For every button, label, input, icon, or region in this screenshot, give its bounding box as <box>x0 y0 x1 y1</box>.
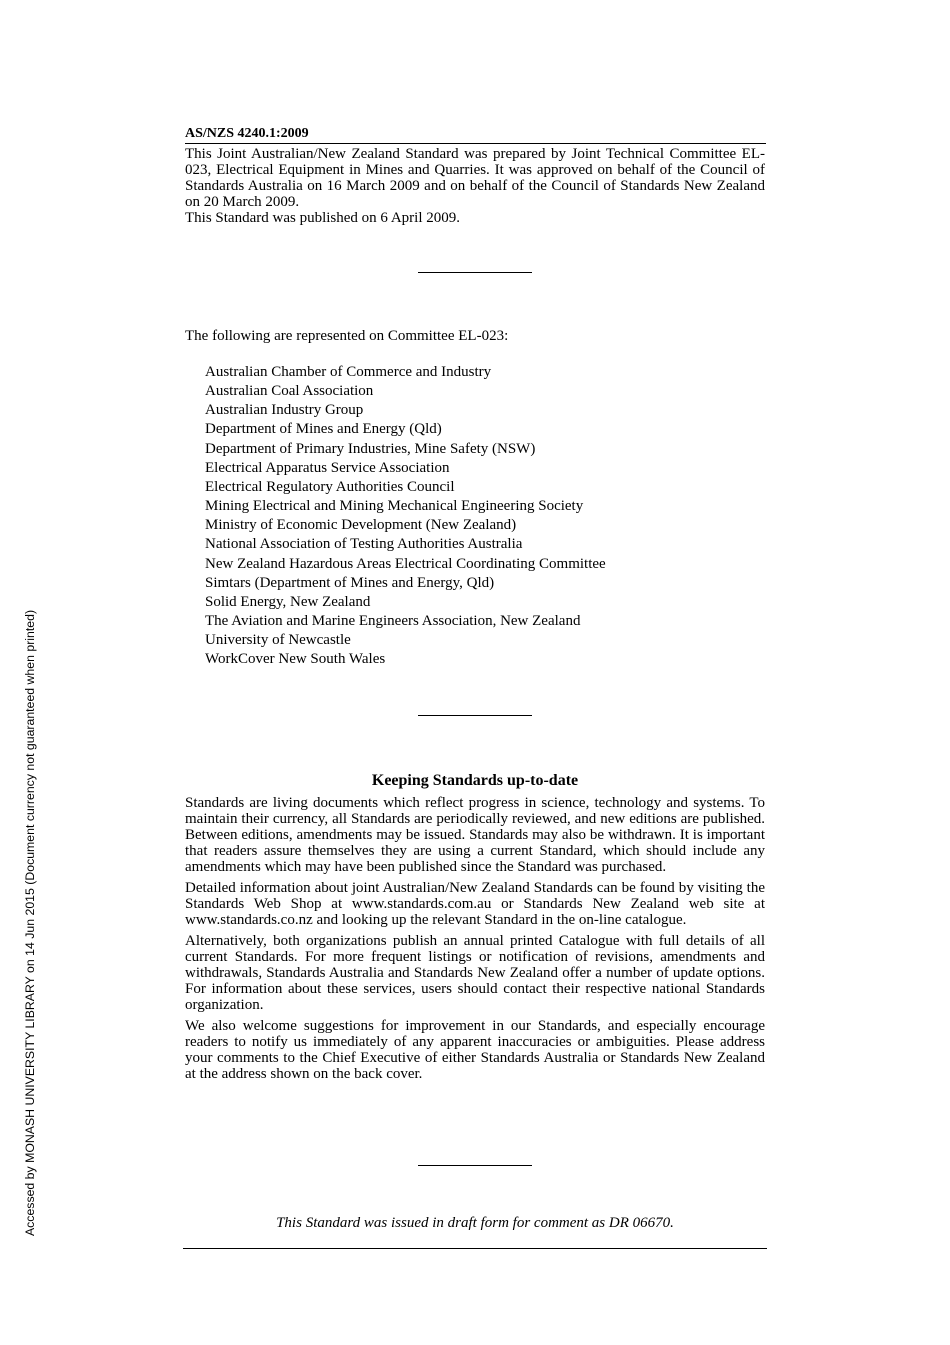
committee-member: Electrical Regulatory Authorities Council <box>205 478 455 495</box>
committee-member: WorkCover New South Wales <box>205 651 386 668</box>
committee-member: National Association of Testing Authorities Australia <box>205 536 523 553</box>
committee-member: New Zealand Hazardous Areas Electrical Coordinating Committee <box>205 555 606 572</box>
draft-note: This Standard was issued in draft form for comment as DR 06670. <box>276 1215 674 1231</box>
committee-member: Mining Electrical and Mining Mechanical Engineering Society <box>205 498 584 515</box>
preparation-block <box>185 146 765 226</box>
keeping-up-to-date-body <box>185 795 765 1087</box>
committee-member: Australian Coal Association <box>205 383 374 400</box>
committee-member-list <box>205 363 606 670</box>
committee-intro: The following are represented on Committee EL-023: <box>185 328 509 344</box>
committee-member: Ministry of Economic Development (New Zealand) <box>205 517 517 534</box>
section-heading: Keeping Standards up-to-date <box>371 772 579 789</box>
header-divider <box>185 143 766 144</box>
preparation-paragraph: This Joint Australian/New Zealand Standard was prepared by Joint Technical Committee EL-023, Electrical Equipment in Mines and Quarries. It was approved on behalf of the Council of Standards Australia on 16 March 2009 and on behalf of the Council of Standards New Zealand on 20 March 2009. <box>185 146 765 210</box>
committee-member: Solid Energy, New Zealand <box>205 593 371 610</box>
body-paragraph: Standards are living documents which reflect progress in science, technology and systems. To maintain their currency, all Standards are periodically reviewed, and new editions are published. Between editions, amendments may be issued. Standards may also be withdrawn. It is important that readers assure themselves they are using a current Standard, which should include any amendments which may have been published since the Standard was purchased. <box>185 795 765 875</box>
body-paragraph: Alternatively, both organizations publish an annual printed Catalogue with full details of all current Standards. For more frequent listings or notification of revisions, amendments and withdrawals, Standards Australia and Standards New Zealand offer a number of update options. For information about these services, users should contact their respective national Standards organization. <box>185 933 765 1013</box>
committee-member: Simtars (Department of Mines and Energy, Qld) <box>205 574 495 591</box>
footer-divider <box>183 1248 767 1249</box>
section-divider <box>418 1165 532 1166</box>
committee-member: Australian Chamber of Commerce and Industry <box>205 364 492 380</box>
committee-member: Department of Mines and Energy (Qld) <box>205 421 442 438</box>
standard-identifier: AS/NZS 4240.1:2009 <box>185 126 309 141</box>
committee-member: Electrical Apparatus Service Association <box>205 459 450 476</box>
section-divider <box>418 715 532 716</box>
committee-member: University of Newcastle <box>205 632 351 649</box>
committee-member: Department of Primary Industries, Mine Safety (NSW) <box>205 440 536 457</box>
committee-member: The Aviation and Marine Engineers Association, New Zealand <box>205 613 581 630</box>
publication-date: This Standard was published on 6 April 2009. <box>185 210 460 226</box>
body-paragraph: Detailed information about joint Australian/New Zealand Standards can be found by visiting the Standards Web Shop at www.standards.com.au or Standards New Zealand web site at www.standards.co.nz and looking up the relevant Standard in the on-line catalogue. <box>185 880 765 928</box>
section-divider <box>418 272 532 273</box>
committee-member: Australian Industry Group <box>205 402 364 419</box>
access-watermark-text: Accessed by MONASH UNIVERSITY LIBRARY on 14 Jun 2015 (Document currency not guaranteed when printed) <box>23 609 37 1237</box>
body-paragraph: We also welcome suggestions for improvement in our Standards, and especially encourage readers to notify us immediately of any apparent inaccuracies or ambiguities. Please address your comments to the Chief Executive of either Standards Australia or Standards New Zealand at the address shown on the back cover. <box>185 1018 765 1082</box>
